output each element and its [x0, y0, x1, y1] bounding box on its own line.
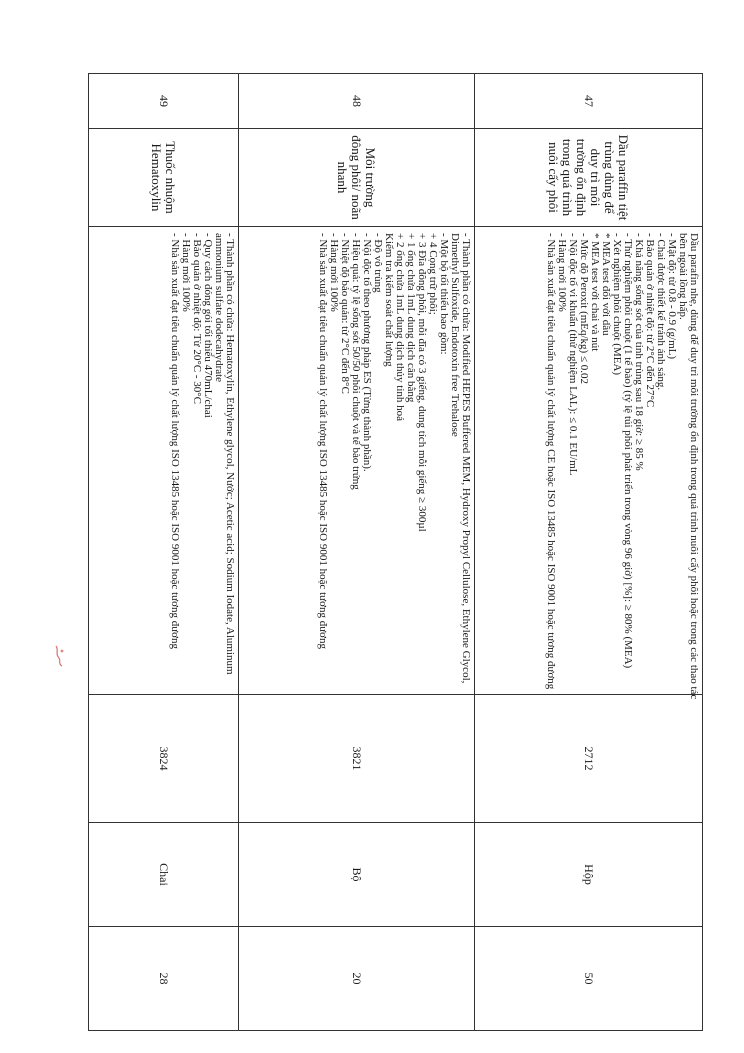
spec-line: - Khả năng sống sót của tinh trùng sau 18 giờ: ≥ 85 %: [633, 233, 645, 471]
spec-line: - Mức độ Peroxit (mEq/kg) ≤ 0.02: [578, 233, 590, 385]
spec-line: * MEA test đối với dầu: [600, 233, 612, 336]
spec-line: ammonium sulfate dodecahydrate: [213, 233, 225, 383]
spec-line: + 1 ống chứa 1mL dung dịch cân bằng: [405, 233, 417, 403]
spec-line: - Thử nghiệm phôi chuột (1 tế bào) (tỷ lệ túi phôi phát triển trong vòng 96 giờ) [%]: ≥ 80% (MEA): [622, 233, 634, 669]
row-stt: 49: [89, 74, 239, 129]
spec-line: - Hàng mới 100%: [556, 233, 568, 312]
spec-line: - Hàng mới 100%: [328, 233, 340, 312]
row-spec: [239, 227, 475, 695]
row-product-name: Môi trường đông phôi/ noãn nhanh: [239, 129, 475, 227]
row-spec: [475, 227, 703, 700]
table-row: [89, 74, 239, 1031]
rotated-table-area: [89, 73, 703, 1030]
row-code: 2712: [475, 695, 703, 823]
spec-line: + 4 Cọng trữ phôi;: [427, 233, 439, 315]
row-code: 3821: [239, 695, 475, 823]
row-unit: Hộp: [475, 823, 703, 927]
spec-line: - Quy cách đóng gói tối thiểu 470mL/chai: [202, 233, 214, 418]
spec-line: - Chai được thiết kế tránh ánh sáng.: [655, 233, 667, 391]
spec-line: - Thành phần có chứa: Modified HEPES Buffered MEM, Hydroxy Propyl Cellulose, Ethylene Glycol,: [460, 233, 472, 684]
row-product-name: Dầu paraffin tiệt trùng dùng để duy trì môi trường ổn định trong quá trình nuôi cấy phôi: [475, 129, 703, 227]
spec-line: - Nội độc tố theo phương pháp ES (Từng thành phần).: [361, 233, 373, 472]
table-row: [239, 74, 475, 1031]
row-spec: [89, 227, 239, 695]
spec-line: - Xét nghiệm phôi chuột (MEA): [611, 233, 623, 376]
spec-line: Kiểm tra kiểm soát chất lượng: [383, 233, 395, 367]
row-unit: Chai: [89, 823, 239, 927]
spec-line: bên ngoài lồng hấp.: [677, 233, 689, 320]
row-qty: 20: [239, 927, 475, 1031]
spec-line: Dimethyl Sulfoxide, Endotoxin free Trehalose: [449, 233, 461, 437]
row-stt: 48: [239, 74, 475, 129]
spec-line: - Nhà sản xuất đạt tiêu chuẩn quản lý chất lượng CE hoặc ISO 13485 hoặc ISO 9001 hoặc tương đương: [545, 233, 557, 690]
spec-line: - Mật độ: từ 0.8 - 0.9 (g/mL): [666, 233, 678, 360]
spec-line: - Nhiệt độ bảo quản: từ 2°C đến 8°C: [339, 233, 351, 394]
spec-line: - Bảo quản ở nhiệt độ: từ 2°C đến 27°C: [644, 233, 656, 408]
spec-line: + 2 ống chứa 1mL dung dịch thủy tinh hoá: [394, 233, 406, 422]
row-qty: 50: [475, 927, 703, 1031]
spec-line: - Nội độc tố vi khuẩn (thử nghiệm LAL): ≤ 0.1 EU/mL: [567, 233, 579, 476]
spec-line: - Hàng mới 100%: [180, 233, 192, 312]
spec-line: Dầu parafin nhẹ, dùng để duy trì môi trường ổn định trong quá trình nuôi cấy phôi hoặc trong các thao tác: [688, 233, 700, 700]
spec-line: - Hiệu quả: tỷ lệ sống sót 50/50 phôi chuột và tế bào trứng: [350, 233, 362, 490]
row-stt: 47: [475, 74, 703, 129]
table-row: [475, 74, 703, 1031]
product-spec-table: [88, 73, 703, 1031]
spec-line: - Thành phần có chứa: Hematoxylin, Ethylene glycol, Nước; Acetic acid; Sodium Iodate, Aluminum: [224, 233, 236, 675]
spec-line: - Nhà sản xuất đạt tiêu chuẩn quản lý chất lượng ISO 13485 hoặc ISO 9001 hoặc tương đương: [317, 233, 329, 649]
spec-line: - Nhà sản xuất đạt tiêu chuẩn quản lý chất lượng ISO 13485 hoặc ISO 9001 hoặc tương đương: [169, 233, 181, 649]
row-code: 3824: [89, 695, 239, 823]
spec-line: + 3 Đĩa đông phôi, mỗi đĩa có 3 giếng, dung tích mỗi giếng ≥ 300µl: [416, 233, 428, 532]
row-qty: 28: [89, 927, 239, 1031]
row-unit: Bộ: [239, 823, 475, 927]
spec-line: - Độ vô trùng: [372, 233, 384, 293]
red-ink-mark: [50, 642, 70, 668]
spec-line: - Bảo quản ở nhiệt độ: Từ 20°C - 30°C: [191, 233, 203, 404]
spec-line: - Một bộ tối thiểu bao gồm:: [438, 233, 450, 355]
spec-line: * MEA test với chai và nút: [589, 233, 601, 352]
row-product-name: Thuốc nhuộm Hematoxylin: [89, 129, 239, 227]
